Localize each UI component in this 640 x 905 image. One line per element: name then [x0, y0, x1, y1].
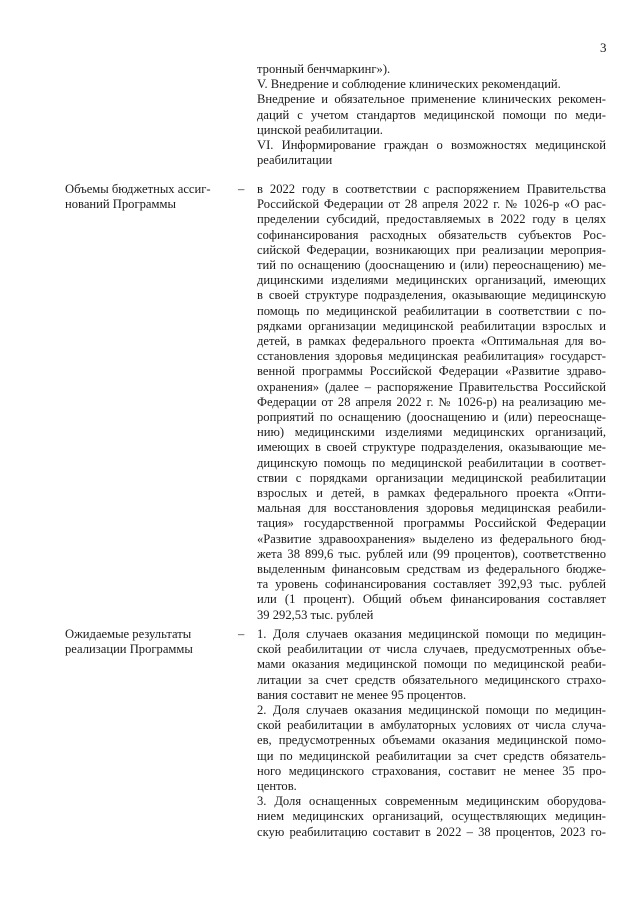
text-line: в 2022 году в соответствии с распоряжением Правительства [257, 182, 606, 196]
text-line: имеющих в своей структуре подразделения, оказывающие ме- [257, 440, 606, 455]
label-line: Объемы бюджетных ассиг- [65, 182, 211, 196]
text-line: выделенным финансовым средствам из федерального бюдже- [257, 562, 606, 577]
text-line: V. Внедрение и соблюдение клинических рекомендаций. [257, 77, 561, 92]
text-line: вания составит не менее 95 процентов. [257, 687, 467, 702]
text-line: мами оказания медицинской помощи по медицинской реаби- [257, 657, 606, 672]
text-line: 39 292,53 тыс. рублей [257, 607, 374, 622]
intro-paragraphs [257, 62, 606, 168]
text-line: Российской Федерации от 28 апреля 2022 г. № 1026-р «О рас- [257, 197, 606, 212]
text-line: 1. Доля случаев оказания медицинской помощи по медицин- [257, 627, 606, 641]
label-line: реализации Программы [65, 642, 193, 657]
text-line: дицинскую помощь по медицинской реабилитации в соответ- [257, 455, 606, 470]
text-line: ской реабилитации от числа случаев, предусмотренных объе- [257, 642, 606, 657]
text-line: ской реабилитации в амбулаторных условиях от числа случа- [257, 718, 606, 733]
text-line: щи по медицинской реабилитации за счет средств обязатель- [257, 748, 606, 763]
text-line: или (1 процент). Общий объем финансирования составляет [257, 592, 606, 607]
text-line: пределении субсидий, предоставляемых в 2022 году в целях [257, 212, 606, 227]
text-line: мальная для восстановления здоровья медицинская реабили- [257, 501, 606, 516]
text-line: дицинскими изделиями медицинских организаций, имеющих [257, 273, 606, 288]
text-line: 3. Доля оснащенных современным медицинским оборудова- [257, 794, 606, 809]
text-line: скую реабилитацию составит в 2022 – 38 процентов, 2023 го- [257, 824, 606, 839]
text-line: рядками организации медицинской реабилитации взрослых и [257, 318, 606, 333]
text-line: жета 38 899,6 тыс. рублей или (99 процентов), соответственно [257, 546, 606, 561]
section-label-budget [65, 182, 240, 212]
text-line: тий по оснащению (дооснащению и (или) переоснащению) ме- [257, 258, 606, 273]
section-text-budget [257, 182, 606, 623]
text-line: взрослых и детей, в рамках федерального проекта «Опти- [257, 486, 606, 501]
section-label-results [65, 627, 240, 657]
text-line: нию) медицинскими изделиями медицинских организаций, [257, 425, 606, 440]
text-line: Федерации от 28 апреля 2022 г. № 1026-р) на реализацию ме- [257, 394, 606, 409]
text-line: центов. [257, 779, 297, 794]
text-line: ев, предусмотренных объемами оказания медицинской помо- [257, 733, 606, 748]
text-line: даций с учетом стандартов медицинской помощи по меди- [257, 107, 606, 122]
text-line: венной программы Российской Федерации «Развитие здраво- [257, 364, 606, 379]
label-dash: – [238, 182, 245, 196]
page-number: 3 [600, 40, 607, 55]
text-line: «Развитие здравоохранения» выделено из федерального бюд- [257, 531, 606, 546]
text-line: VI. Информирование граждан о возможностях медицинской [257, 138, 606, 153]
text-line: нием медицинских организаций, осуществляющих медицин- [257, 809, 606, 824]
text-line: ствии с порядками организации медицинской реабилитации [257, 470, 606, 485]
text-line: Внедрение и обязательное применение клинических рекомен- [257, 92, 606, 107]
text-line: детей, в рамках федерального проекта «Оптимальная для во- [257, 334, 606, 349]
label-line: Ожидаемые результаты [65, 627, 192, 641]
text-line: ного медицинского страхования, составит не менее 35 про- [257, 763, 606, 778]
text-line: в своей структуре подразделения, оказывающие медицинскую [257, 288, 606, 303]
text-line: тация» государственной программы Российской Федерации [257, 516, 606, 531]
text-line: охранения» (далее – распоряжение Правительства Российской [257, 379, 606, 394]
text-line: тронный бенчмаркинг»). [257, 62, 391, 76]
section-text-results [257, 627, 606, 840]
text-line: роприятий по оснащению (дооснащению и (или) переоснаще- [257, 410, 606, 425]
text-line: та уровень софинансирования составляет 392,93 тыс. рублей [257, 577, 606, 592]
text-line: 2. Доля случаев оказания медицинской помощи по медицин- [257, 703, 606, 718]
text-line: софинансирования расходных обязательств субъектов Рос- [257, 227, 606, 242]
text-line: реабилитации [257, 153, 333, 168]
label-dash: – [238, 627, 245, 641]
text-line: сийской Федерации, возникающих при реализации мероприя- [257, 242, 606, 257]
text-line: сстановления здоровья медицинская реабилитация» государст- [257, 349, 606, 364]
text-line: цинской реабилитации. [257, 122, 383, 137]
text-line: помощь по медицинской реабилитации в соответствии с по- [257, 303, 606, 318]
label-line: нований Программы [65, 197, 176, 212]
text-line: литации за счет средств обязательного медицинского страхо- [257, 672, 606, 687]
